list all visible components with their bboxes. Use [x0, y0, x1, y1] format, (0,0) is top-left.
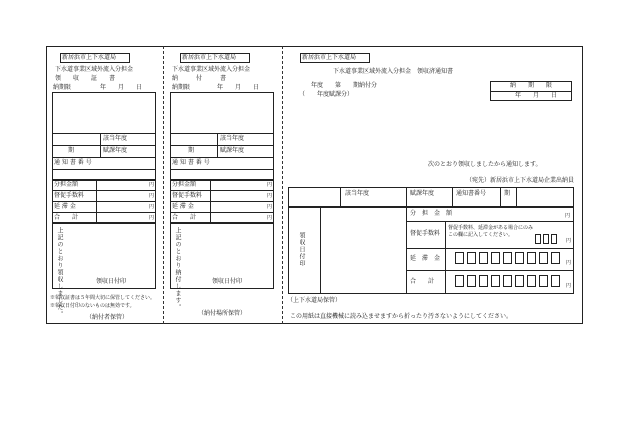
- deadline-date: 年 月 日: [515, 92, 558, 99]
- levy-year-header: 賦課年度: [410, 190, 435, 197]
- yen-unit: 円: [566, 238, 572, 244]
- period-header: 期: [504, 190, 511, 197]
- yen-unit: 円: [149, 193, 155, 199]
- recipient: （宛先）新居浜市上下水道局企業出納員: [466, 177, 575, 184]
- panel-subtitle: 納 付 書: [172, 75, 227, 82]
- yen-unit: 円: [267, 182, 273, 188]
- fiscal-year-label: 該当年度: [103, 135, 128, 142]
- date-stamp-label: 領収日付印: [298, 232, 305, 267]
- deadline-label: 納 期 限: [510, 82, 553, 89]
- deadline-date: 年 月 日: [100, 84, 143, 91]
- fiscal-year-label: 該当年度: [220, 135, 245, 142]
- keep-label: （納付者保管）: [86, 314, 129, 321]
- levy-year-label: 賦課年度: [220, 147, 245, 154]
- keep-label: （納付場所保管）: [198, 310, 247, 317]
- total-label: 合 計: [54, 214, 79, 221]
- amount-label: 分 担 金 額: [410, 210, 453, 217]
- note-line: ※領収証書は５年間大切に保管してください。: [50, 295, 156, 301]
- notice-number-label: 通 知 書 番 号: [172, 159, 210, 166]
- yen-unit: 円: [566, 260, 572, 266]
- amount-label: 分担金額: [54, 181, 79, 188]
- keep-label: （上下水道局保管）: [287, 297, 342, 304]
- deadline-label: 納期限: [53, 84, 72, 91]
- yen-unit: 円: [267, 204, 273, 210]
- panel-subtitle: 領 収 証 書: [55, 75, 116, 82]
- levy-year-line: （ 年度賦課分）: [299, 91, 354, 98]
- date-stamp-label: 領収日付印: [96, 278, 127, 285]
- notice-number-header: 通知書番号: [456, 190, 487, 197]
- note-line: ※領収日付印のないものは無効です。: [50, 303, 135, 309]
- date-stamp-label: 領収日付印: [212, 278, 243, 285]
- fee-label: 督促手数料: [410, 230, 441, 237]
- fiscal-year-header: 該当年度: [345, 190, 370, 197]
- deadline-label: 納期限: [172, 84, 191, 91]
- yen-unit: 円: [267, 193, 273, 199]
- deadline-date: 年 月 日: [217, 84, 260, 91]
- year-period-line: 年度 第 期納付分: [311, 82, 378, 89]
- handling-note: この用紙は直接機械に読み込ませますから折ったり汚さないようにしてください。: [290, 313, 513, 320]
- fee-label: 督促手数料: [172, 192, 203, 199]
- levy-year-label: 賦課年度: [103, 147, 128, 154]
- fee-label: 督促手数料: [54, 192, 85, 199]
- late-charge-label: 延 滞 金: [54, 203, 76, 210]
- panel-title: 下水道事業区域外流入分担金 領収済通知書: [333, 68, 454, 75]
- total-label: 合 計: [172, 214, 197, 221]
- paid-text: 上記のとおり納付します。: [174, 227, 181, 311]
- panel-title: 下水道事業区域外流入分担金: [172, 66, 251, 73]
- notice-message: 次のとおり領収しましたから通知します。: [428, 161, 542, 168]
- yen-unit: 円: [565, 213, 571, 219]
- yen-unit: 円: [566, 283, 572, 289]
- yen-unit: 円: [149, 204, 155, 210]
- office-label: 新居浜市上下水道局: [182, 54, 237, 61]
- period-label: 期: [68, 147, 75, 154]
- panel-title: 下水道事業区域外流入分担金: [55, 66, 134, 73]
- perforation-line: [163, 46, 164, 324]
- yen-unit: 円: [149, 182, 155, 188]
- perforation-line: [282, 46, 283, 324]
- total-label: 合 計: [410, 278, 435, 285]
- office-label: 新居浜市上下水道局: [302, 54, 357, 61]
- fee-note: 督促手数料、延滞金がある場合にのみこの欄に記入してください。: [448, 225, 534, 238]
- office-label: 新居浜市上下水道局: [62, 54, 117, 61]
- late-charge-label: 延 滞 金: [172, 203, 194, 210]
- notice-number-label: 通 知 書 番 号: [54, 159, 92, 166]
- period-label: 期: [188, 147, 195, 154]
- yen-unit: 円: [267, 215, 273, 221]
- received-text: 上記のとおり領収しました。: [56, 227, 63, 318]
- yen-unit: 円: [149, 215, 155, 221]
- late-charge-label: 延 滞 金: [410, 255, 441, 262]
- amount-label: 分担金額: [172, 181, 197, 188]
